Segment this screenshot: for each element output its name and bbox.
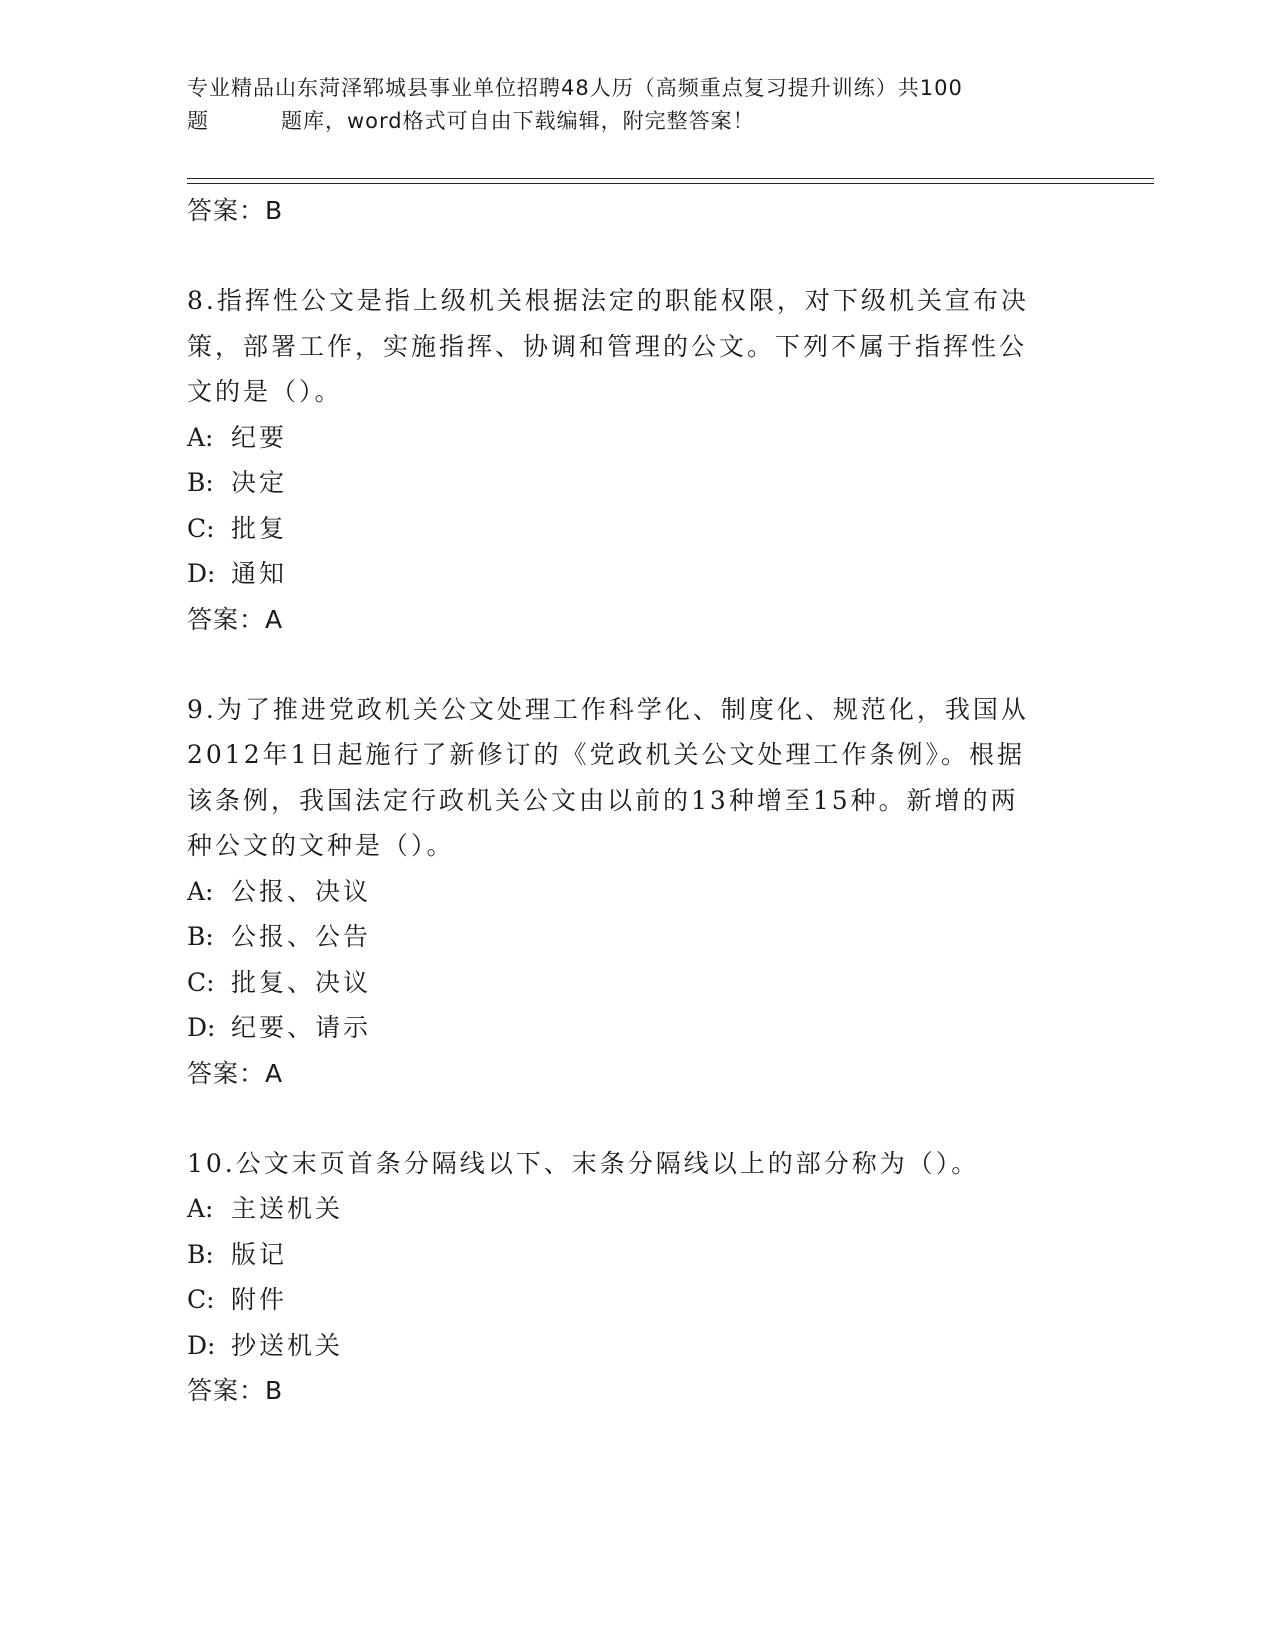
header-rule-top	[187, 178, 1154, 179]
question-stem-line: 该条例，我国法定行政机关公文由以前的13种增至15种。新增的两	[187, 785, 1019, 815]
option-b: B: 公报、公告	[187, 922, 372, 951]
header-line-1: 专业精品山东菏泽郓城县事业单位招聘48人历（高频重点复习提升训练）共100	[187, 76, 963, 100]
question-stem-line: 9.为了推进党政机关公文处理工作科学化、制度化、规范化，我国从	[187, 694, 1029, 724]
option-a: A: 公报、决议	[187, 876, 372, 906]
question-10	[187, 1141, 1067, 1415]
option-b: B: 版记	[187, 1239, 288, 1269]
answer-label: 答案：A	[187, 1058, 284, 1088]
question-stem-line: 策，部署工作，实施指挥、协调和管理的公文。下列不属于指挥性公	[187, 331, 1028, 361]
question-stem-line: 8.指挥性公文是指上级机关根据法定的职能权限，对下级机关宣布决	[187, 286, 1029, 315]
question-8	[187, 278, 1067, 643]
option-b: B: 决定	[187, 468, 288, 497]
option-c: C: 批复、决议	[187, 967, 372, 997]
option-a: A: 主送机关	[187, 1194, 344, 1223]
header-line-2	[187, 105, 1067, 138]
header-line-2-right: 题库，word格式可自由下载编辑，附完整答案！	[281, 109, 755, 133]
question-stem-line: 2012年1日起施行了新修订的《党政机关公文处理工作条例》。根据	[187, 740, 1026, 769]
document-body	[187, 188, 1067, 1414]
question-9	[187, 687, 1067, 1097]
option-d: D: 通知	[187, 559, 288, 588]
option-c: C: 附件	[187, 1285, 288, 1314]
option-d: D: 抄送机关	[187, 1330, 344, 1360]
question-stem-line: 种公文的文种是（）。	[187, 831, 455, 860]
header-rule-bottom	[187, 183, 1154, 184]
answer-label: 答案：A	[187, 604, 284, 634]
option-c: C: 批复	[187, 513, 288, 543]
document-header	[187, 72, 1067, 138]
previous-answer: 答案：B	[187, 196, 284, 225]
option-a: A: 纪要	[187, 422, 288, 452]
header-line-2-left: 题	[187, 109, 209, 133]
option-d: D: 纪要、请示	[187, 1013, 372, 1042]
answer-label: 答案：B	[187, 1376, 284, 1405]
question-stem-line: 10.公文末页首条分隔线以下、末条分隔线以上的部分称为（）。	[187, 1148, 980, 1178]
question-stem-line: 文的是（）。	[187, 377, 343, 406]
